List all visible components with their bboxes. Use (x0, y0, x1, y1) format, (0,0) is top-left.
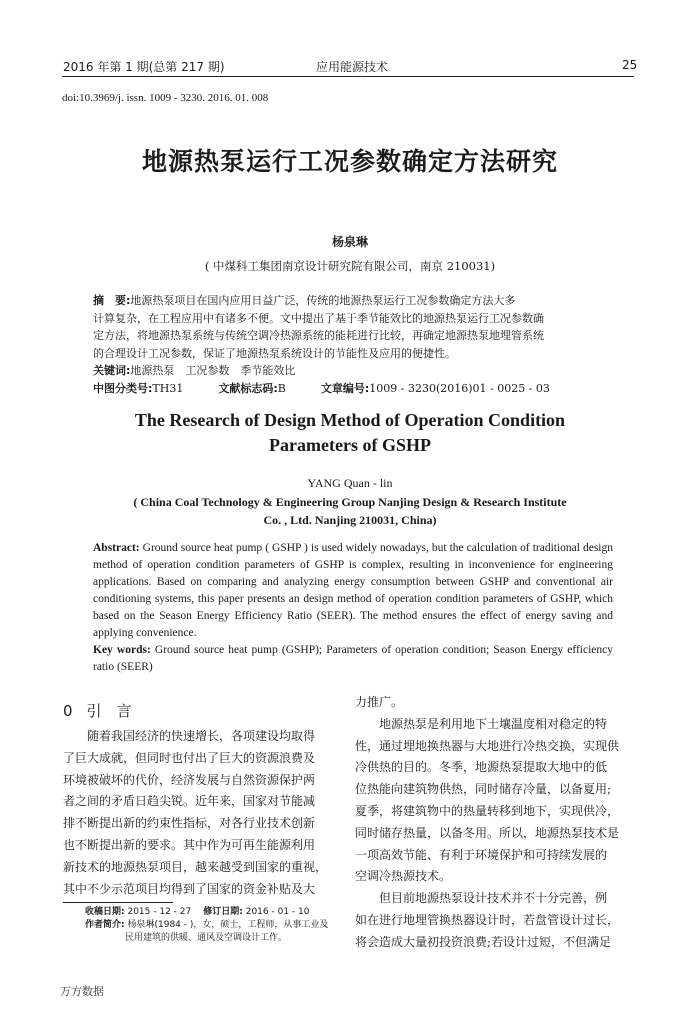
title-english: The Research of Design Method of Operation Condition Parameters of GSHP (134, 410, 566, 455)
section-heading: 0 引 言 (63, 702, 132, 720)
header-rule (62, 76, 634, 77)
right-column: 力推广。 地源热泵是利用地下土壤温度相对稳定的特 性，通过埋地换热器与大地进行冷热交换，实现供 冷供热的目的。冬季，地源热泵提取大地中的低 位热能向建筑物供热，同时储存冷量，以备夏用; 夏季，将建筑物中的热量转移到地下，实现供冷， 同时储存热量，以备冬用。所以，地源热泵技术是 一项高效节能、有利于环境保护和可持续发展的 空调冷热源技术。 但目前地源热泵设计技术并不十分完善，例 如在进行地埋管换热器设计时，若盘管设计过长， 将会造成大量初投资浪费;若设计过短，不但满足 (355, 695, 620, 949)
abstract-label: 摘 要: (93, 294, 131, 307)
keywords-english: Key words: Ground source heat pump (GSHP); Parameters of operation condition; Season Energy efficiency ratio (SEER) (93, 644, 613, 673)
watermark: 万方数据 (60, 985, 104, 998)
classification-line: 中图分类号:TH31 文献标志码:B 文章编号:1009 - 3230(2016)01 - 0025 - 03 (93, 381, 550, 395)
journal-name: 应用能源技术 (316, 60, 389, 74)
doi: doi:10.3969/j. issn. 1009 - 3230. 2016. 01. 008 (62, 92, 269, 104)
affiliation-chinese: ( 中煤科工集团南京设计研究院有限公司，南京 210031) (204, 259, 496, 273)
abstract-english: Abstract: Ground source heat pump ( GSHP ) is used widely nowadays, but the calculation of traditional design method of operation condition parameters of GSHP is complex, resulting in inconvenience for engineering applications. Based on comparing and analyzing energy consumption between GSHP and conventional air conditioning systems, this paper presents an design method of operation condition parameters of GSHP, which based on the Season Energy Efficiency Ratio (SEER). The method ensures the effect of energy saving and applying convenience. Key words: Ground source heat pump (GSHP); Parameters of operation condition; Season Energy efficiency ratio (SEER) (93, 540, 613, 676)
affiliation-english: ( China Coal Technology & Engineering Group Nanjing Design & Research Institute Co. , Ltd. Nanjing 210031, China) (133, 495, 567, 527)
abstract-chinese: 摘 要:地源热泵项目在国内应用日益广泛，传统的地源热泵运行工况参数确定方法大多 计算复杂，在工程应用中有诸多不便。文中提出了基于季节能效比的地源热泵运行工况参数确 定方法，将地源热泵系统与传统空调冷热源系统的能耗进行比较，再确定地源热泵地埋管系统 的合理设计工况参数，保证了地源热泵系统设计的节能性及应用的便捷性。 关键词:地源热泵 工况参数 季节能效比 中图分类号:TH31 文献标志码:B 文章编号:1009 - 3230(2016)01 - 0025 - 03 (93, 292, 613, 397)
author-english: YANG Quan - lin (307, 476, 393, 490)
footnote: 收稿日期: 2015 - 12 - 27 修订日期: 2016 - 01 - 10 作者简介: 杨泉琳(1984 - )，女，硕士，工程师，从事工业及 民用建筑的供暖、通风及空调设计工作。 (85, 907, 329, 943)
author-chinese: 杨泉琳 (331, 235, 368, 249)
abstract-en-label: Abstract: (93, 542, 140, 554)
title-chinese: 地源热泵运行工况参数确定方法研究 (141, 147, 558, 176)
journal-issue: 2016 年第 1 期(总第 217 期) (63, 60, 225, 74)
keywords-chinese: 关键词:地源热泵 工况参数 季节能效比 (93, 364, 296, 377)
page-number: 25 (622, 58, 638, 72)
footnote-rule (63, 902, 173, 903)
left-column: 随着我国经济的快速增长，各项建设均取得 了巨大成就，但同时也付出了巨大的资源浪费及 环境被破坏的代价，经济发展与自然资源保护两 者之间的矛盾日趋尖锐。近年来，国家对节能减 排不断提出新的约束性指标，对各行业技术创新 也不断提出新的要求。其中作为可再生能源利用 新技术的地源热泵项目，越来越受到国家的重视， 其中不少示范项目均得到了国家的资金补贴及大 (63, 729, 328, 896)
